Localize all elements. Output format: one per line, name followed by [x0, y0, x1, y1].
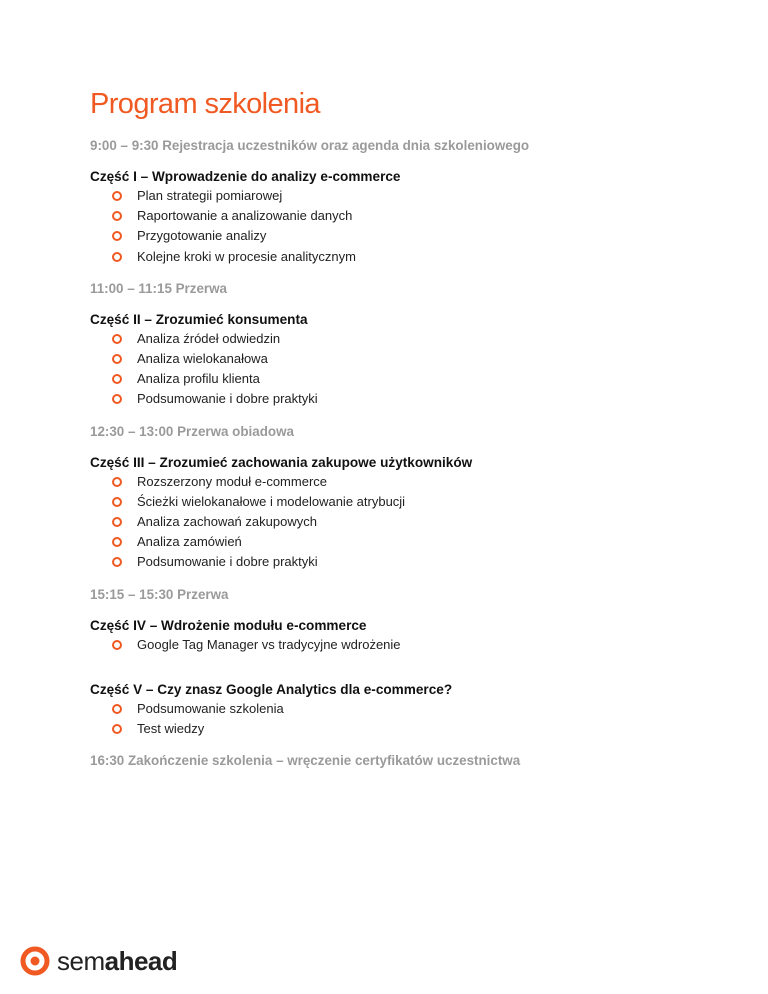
bullet-ring-icon: [112, 374, 122, 384]
list-item: Plan strategii pomiarowej: [90, 186, 710, 206]
time-registration: 9:00 – 9:30 Rejestracja uczestników oraz agenda dnia szkoleniowego: [90, 138, 530, 153]
bullet-ring-icon: [112, 252, 122, 262]
bullet-ring-icon: [112, 354, 122, 364]
list-item: Test wiedzy: [90, 719, 710, 739]
time-closing: 16:30 Zakończenie szkolenia – wręczenie certyfikatów uczestnictwa: [90, 753, 521, 769]
bullet-ring-icon: [112, 704, 122, 714]
list-item: Analiza profilu klienta: [90, 369, 710, 389]
list-item: Podsumowanie i dobre praktyki: [90, 552, 710, 572]
list-item: Przygotowanie analizy: [90, 226, 710, 246]
bullet-ring-icon: [112, 394, 122, 404]
part-1-list: [90, 186, 710, 267]
semahead-logo-icon: [20, 946, 50, 976]
list-item: Podsumowanie i dobre praktyki: [90, 389, 710, 409]
part-2-list: [90, 329, 710, 410]
list-item: Raportowanie a analizowanie danych: [90, 206, 710, 226]
list-item: Google Tag Manager vs tradycyjne wdrożenie: [90, 635, 710, 655]
logo-wordmark: semahead: [57, 946, 178, 976]
time-break-1: 11:00 – 11:15 Przerwa: [90, 280, 227, 296]
list-item: Kolejne kroki w procesie analitycznym: [90, 247, 710, 267]
part-1-heading: Część I – Wprowadzenie do analizy e-commerce: [90, 169, 401, 184]
list-item: Analiza zamówień: [90, 532, 710, 552]
bullet-ring-icon: [112, 640, 122, 650]
time-break-2: 15:15 – 15:30 Przerwa: [90, 586, 229, 602]
part-3-list: [90, 472, 710, 573]
part-5-heading: Część V – Czy znasz Google Analytics dla e-commerce?: [90, 681, 453, 697]
time-lunch-break: 12:30 – 13:00 Przerwa obiadowa: [90, 423, 294, 439]
page-title: Program szkolenia: [90, 88, 320, 120]
list-item: Ścieżki wielokanałowe i modelowanie atrybucji: [90, 492, 710, 512]
part-4-list: [90, 635, 710, 655]
part-3-heading: Część III – Zrozumieć zachowania zakupowe użytkowników: [90, 454, 473, 470]
part-4-heading: Część IV – Wdrożenie modułu e-commerce: [90, 617, 367, 633]
program-document: [90, 86, 710, 770]
list-item: Analiza zachowań zakupowych: [90, 512, 710, 532]
bullet-ring-icon: [112, 517, 122, 527]
bullet-ring-icon: [112, 557, 122, 567]
list-item: Rozszerzony moduł e-commerce: [90, 472, 710, 492]
bullet-ring-icon: [112, 191, 122, 201]
bullet-ring-icon: [112, 231, 122, 241]
bullet-ring-icon: [112, 211, 122, 221]
part-5-list: [90, 699, 710, 739]
bullet-ring-icon: [112, 724, 122, 734]
part-2-heading: Część II – Zrozumieć konsumenta: [90, 311, 308, 327]
bullet-ring-icon: [112, 497, 122, 507]
list-item: Podsumowanie szkolenia: [90, 699, 710, 719]
bullet-ring-icon: [112, 334, 122, 344]
bullet-ring-icon: [112, 537, 122, 547]
list-item: Analiza źródeł odwiedzin: [90, 329, 710, 349]
semahead-logo: [20, 943, 177, 979]
bullet-ring-icon: [112, 477, 122, 487]
list-item: Analiza wielokanałowa: [90, 349, 710, 369]
